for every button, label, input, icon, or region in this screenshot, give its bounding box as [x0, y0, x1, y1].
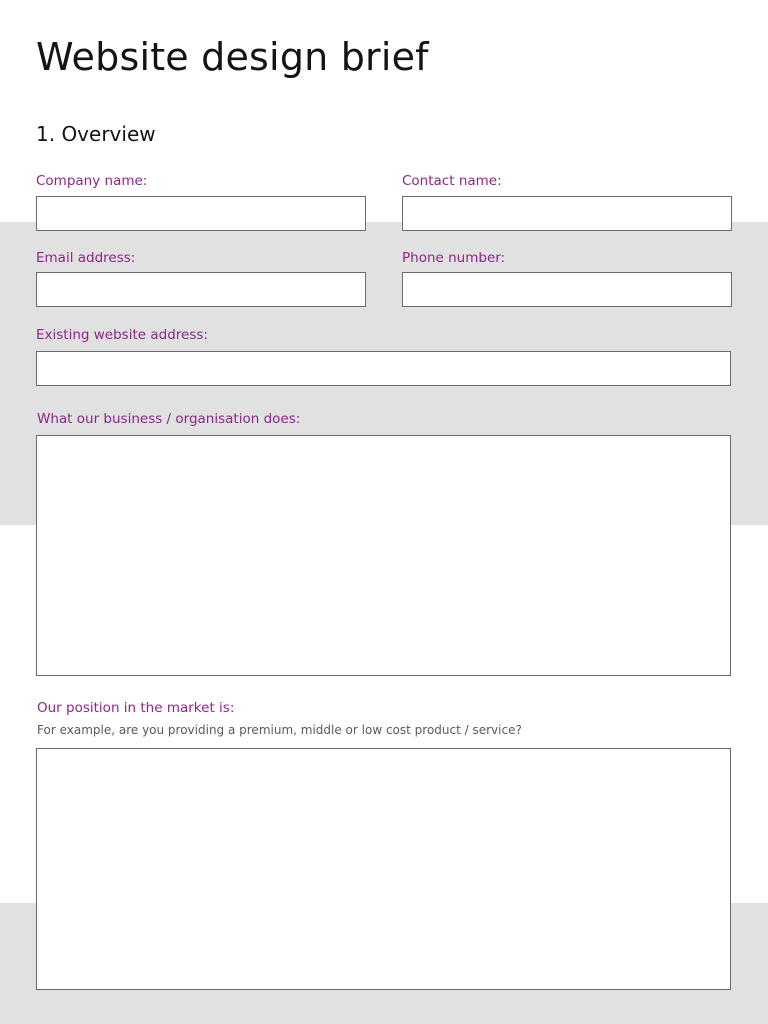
business-description-field[interactable] — [36, 435, 731, 676]
business-description-label: What our business / organisation does: — [37, 411, 301, 427]
existing-website-label: Existing website address: — [36, 327, 208, 343]
contact-name-field[interactable] — [402, 196, 732, 231]
market-position-label: Our position in the market is: — [37, 700, 235, 716]
company-name-field[interactable] — [36, 196, 366, 231]
section-heading-overview: 1. Overview — [36, 122, 156, 146]
email-address-label: Email address: — [36, 250, 136, 266]
email-address-field[interactable] — [36, 272, 366, 307]
contact-name-label: Contact name: — [402, 173, 502, 189]
market-position-hint: For example, are you providing a premium, middle or low cost product / service? — [37, 723, 522, 737]
phone-number-label: Phone number: — [402, 250, 506, 266]
existing-website-field[interactable] — [36, 351, 731, 386]
page-title: Website design brief — [36, 35, 429, 79]
market-position-field[interactable] — [36, 748, 731, 990]
company-name-label: Company name: — [36, 173, 148, 189]
phone-number-field[interactable] — [402, 272, 732, 307]
